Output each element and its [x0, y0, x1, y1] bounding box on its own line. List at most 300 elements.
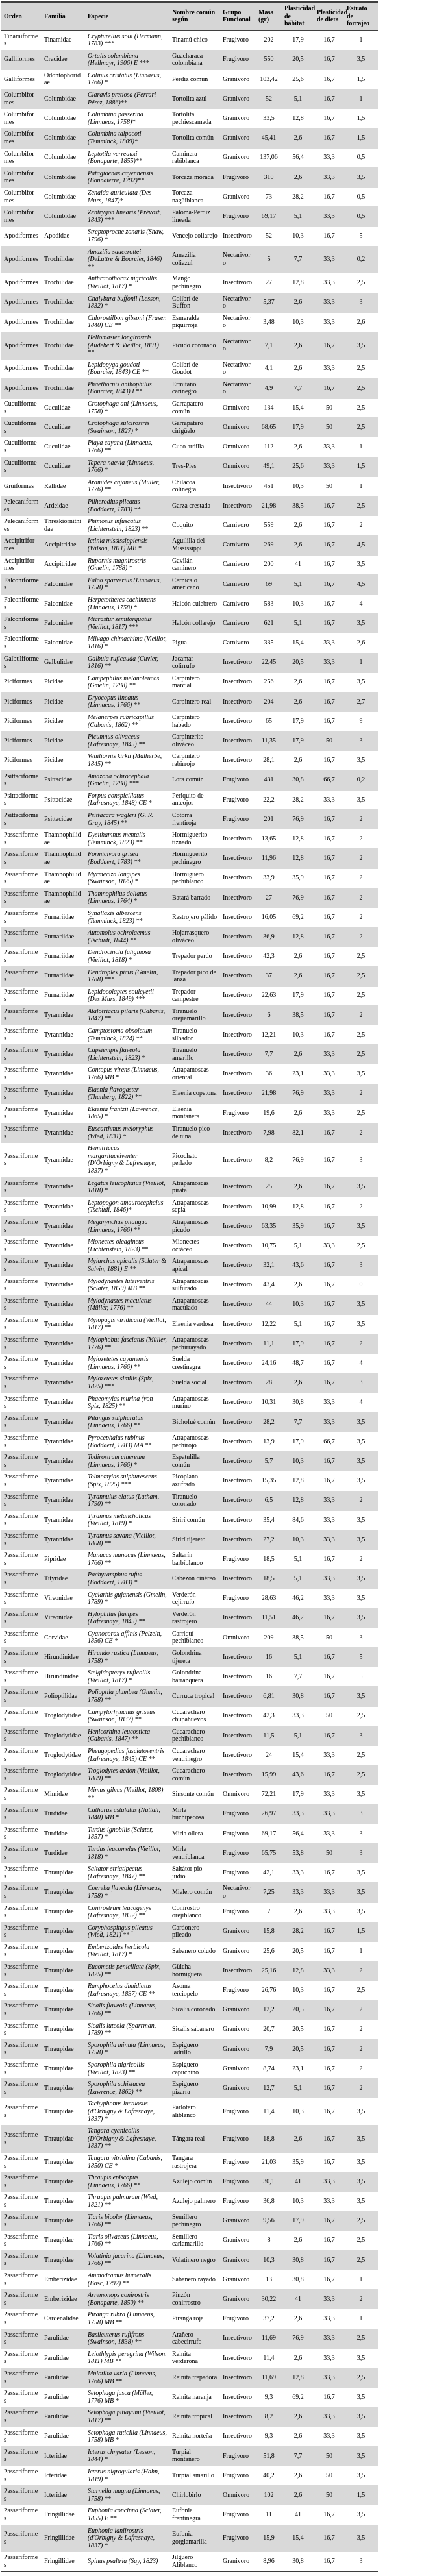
table-cell: Carpintero real	[169, 692, 220, 711]
table-cell: Passeriformes	[1, 1103, 42, 1123]
table-cell: Sirirí tijereto	[169, 1530, 220, 1549]
table-cell: Stelgidopteryx ruficollis (Vieillot, 1817) *	[85, 1667, 169, 1687]
table-cell: Atrapamoscas maculado	[169, 1295, 220, 1314]
table-cell: Insectivoro	[220, 1177, 256, 1197]
table-cell: Tangara vitriolina (Cabanis, 1850) CE *	[85, 2152, 169, 2172]
table-cell: 23,1	[282, 2059, 314, 2079]
table-cell: Columbiformes	[1, 188, 42, 207]
table-cell: 20,5	[282, 2020, 314, 2039]
table-cell: 1,5	[344, 129, 378, 148]
table-row	[1, 1510, 378, 1530]
table-cell: 42,3	[256, 1706, 282, 1726]
table-cell: 7,98	[256, 1123, 282, 1143]
table-cell: 201	[256, 810, 282, 829]
table-cell: Nectarivoro	[220, 312, 256, 332]
table-row	[1, 1981, 378, 2000]
table-cell: Sicalis flaveola (Linnaeus, 1766) **	[85, 2000, 169, 2020]
table-cell: 4,5	[344, 574, 378, 594]
table-cell: Cuculidae	[42, 418, 85, 437]
table-cell: Carpintero rabirrojo	[169, 751, 220, 770]
table-cell: Falconidae	[42, 614, 85, 633]
table-cell: Picidae	[42, 731, 85, 751]
table-cell: Passeriformes	[1, 2525, 42, 2552]
table-cell: 33,3	[314, 1510, 344, 1530]
table-cell: 16,7	[314, 1123, 344, 1143]
table-cell: 72,21	[256, 1785, 282, 1804]
table-cell: Myrmeciza longipes (Swainson, 1825) *	[85, 868, 169, 888]
table-cell: Passeriformes	[1, 2407, 42, 2427]
table-cell: Hirundinidae	[42, 1667, 85, 1687]
table-cell: Formicivora grisea (Boddaert, 1783) **	[85, 849, 169, 868]
table-cell: 53,8	[282, 1843, 314, 1863]
table-cell: Psittacara wagleri (G. R. Gray, 1845) **	[85, 810, 169, 829]
table-cell: Passeriformes	[1, 2152, 42, 2172]
table-row	[1, 927, 378, 947]
table-cell: Falconidae	[42, 633, 85, 653]
table-cell: Galbulidae	[42, 653, 85, 672]
table-cell: 11,69	[256, 2368, 282, 2388]
table-cell: 335	[256, 633, 282, 653]
table-row	[1, 1197, 378, 1216]
table-cell: Insectivoro	[220, 888, 256, 907]
table-cell: Lepidocolaptes souleyetii (Des Murs, 1849) ***	[85, 986, 169, 1005]
table-cell: 69,2	[282, 2388, 314, 2407]
table-cell: 16,7	[314, 1314, 344, 1334]
table-cell: Anthracothorax nigricollis (Vieillot, 1817) *	[85, 273, 169, 293]
table-cell: Sporophila schistacea (Lawrence, 1862) **	[85, 2079, 169, 2098]
table-cell: 12,8	[282, 849, 314, 868]
table-cell: Atrapamoscas murino	[169, 1393, 220, 1412]
table-cell: Parlotero aliblanco	[169, 2098, 220, 2126]
table-cell: Passeriformes	[1, 2020, 42, 2039]
table-row	[1, 770, 378, 790]
table-cell: 10,3	[282, 476, 314, 496]
table-cell: Frugivoro	[220, 2505, 256, 2525]
table-cell: Automolus ochrolaemus (Tschudi, 1844) **	[85, 927, 169, 947]
table-cell: Passeriformes	[1, 2231, 42, 2250]
table-cell: Trepador pico de lanza	[169, 966, 220, 986]
table-row	[1, 947, 378, 966]
table-cell: 7,7	[282, 1667, 314, 1687]
table-cell: Jacamar colirrufo	[169, 653, 220, 672]
table-cell: 52	[256, 227, 282, 246]
table-cell: 8	[256, 2231, 282, 2250]
table-cell: 2,5	[344, 2211, 378, 2231]
table-cell: 33,3	[314, 633, 344, 653]
table-cell: Granivoro	[220, 2059, 256, 2079]
table-cell: 2,5	[344, 1981, 378, 2000]
table-cell: 3,5	[344, 1064, 378, 1084]
table-cell: Atrapamoscas picudo	[169, 1216, 220, 1236]
table-cell: Passeriformes	[1, 1785, 42, 1804]
table-cell: Apodiformes	[1, 246, 42, 273]
table-cell: Thraupidae	[42, 2250, 85, 2270]
table-cell: 16,7	[314, 927, 344, 947]
table-cell: Fringillidae	[42, 2552, 85, 2572]
table-cell: Tolmomyias sulphurescens (Spix, 1825) ***	[85, 1471, 169, 1491]
table-cell: 16,7	[314, 888, 344, 907]
table-cell: Insectivoro	[220, 1452, 256, 1471]
table-cell: 33,3	[314, 2172, 344, 2192]
table-cell: Phimosus infuscatus (Lichtenstein, 1823) **	[85, 516, 169, 535]
table-cell: Insectivoro	[220, 1295, 256, 1314]
table-cell: 1	[344, 653, 378, 672]
table-cell: 19,6	[256, 1103, 282, 1123]
table-cell: Tyrannidae	[42, 1412, 85, 1432]
table-cell: 13	[256, 2270, 282, 2290]
table-cell: Insectivoro	[220, 692, 256, 711]
table-cell: Ammodramus humeralis (Bosc, 1792) **	[85, 2270, 169, 2290]
table-cell: 41	[282, 2172, 314, 2192]
table-cell: Pinzón conirrostro	[169, 2290, 220, 2309]
table-cell: 431	[256, 770, 282, 790]
table-cell: 16,7	[314, 2079, 344, 2098]
table-row	[1, 1569, 378, 1589]
table-cell: Nectarivoro	[220, 378, 256, 398]
table-cell: 3,5	[344, 1216, 378, 1236]
table-cell: Insectivoro	[220, 1275, 256, 1295]
table-row	[1, 359, 378, 378]
table-cell: 5,1	[282, 1550, 314, 1569]
table-cell: Carnivoro	[220, 516, 256, 535]
table-cell: 2,6	[282, 1045, 314, 1064]
table-cell: 5,1	[282, 90, 314, 109]
table-cell: Tyrannidae	[42, 1295, 85, 1314]
table-cell: Furnariidae	[42, 907, 85, 927]
table-cell: Reinita norteña	[169, 2427, 220, 2446]
table-cell: 43,6	[282, 1765, 314, 1785]
table-cell: Passeriformes	[1, 1706, 42, 1726]
table-cell: Esmeralda piquirroja	[169, 312, 220, 332]
table-cell: 17,9	[282, 1785, 314, 1804]
table-cell: 33,3	[314, 790, 344, 809]
table-cell: Columbidae	[42, 188, 85, 207]
table-cell: 35,9	[282, 2152, 314, 2172]
table-cell: 3	[344, 1143, 378, 1177]
table-cell: 16,7	[314, 574, 344, 594]
table-cell: Espiguero ladrillo	[169, 2039, 220, 2059]
table-row	[1, 2329, 378, 2348]
table-cell: 2,5	[344, 273, 378, 293]
table-cell: 5,1	[282, 1648, 314, 1667]
table-cell: 269	[256, 535, 282, 555]
table-cell: Thraupis palmarum (Wied, 1821) **	[85, 2192, 169, 2211]
table-cell: Psittaciformes	[1, 770, 42, 790]
table-cell: 30,8	[282, 1687, 314, 1706]
table-cell: 45,41	[256, 129, 282, 148]
table-row	[1, 2152, 378, 2172]
table-cell: 202	[256, 31, 282, 51]
table-cell: Arremonops conirostris (Bonaparte, 1850) **	[85, 2290, 169, 2309]
table-row	[1, 1354, 378, 1373]
table-cell: Passeriformes	[1, 1981, 42, 2000]
table-row	[1, 1628, 378, 1647]
header-row	[1, 3, 378, 31]
table-cell: Granivoro	[220, 129, 256, 148]
table-cell: 10,3	[282, 1295, 314, 1314]
table-row	[1, 966, 378, 986]
table-cell: 33,3	[282, 1706, 314, 1726]
table-cell: 50	[314, 418, 344, 437]
table-cell: Icterus chrysater (Lesson, 1844) *	[85, 2446, 169, 2466]
table-cell: 2	[344, 2020, 378, 2039]
table-cell: 16,7	[314, 188, 344, 207]
table-cell: Hirundinidae	[42, 1648, 85, 1667]
table-cell: 7,7	[256, 1045, 282, 1064]
table-cell: Carnivoro	[220, 633, 256, 653]
table-cell: 1,5	[344, 109, 378, 129]
table-cell: 583	[256, 594, 282, 613]
table-cell: Frugivoro	[220, 207, 256, 227]
table-cell: 3,5	[344, 1510, 378, 1530]
table-cell: Halcón culebrero	[169, 594, 220, 613]
table-cell: Trochilidae	[42, 293, 85, 312]
table-cell: 3,5	[344, 2172, 378, 2192]
table-cell: Insectivoro	[220, 751, 256, 770]
table-cell: 1	[344, 1941, 378, 1961]
table-cell: Falconiformes	[1, 574, 42, 594]
table-cell: Insectivoro	[220, 672, 256, 692]
table-cell: Tyrannidae	[42, 1393, 85, 1412]
table-cell: 8,2	[256, 2407, 282, 2427]
table-cell: Apodiformes	[1, 227, 42, 246]
table-cell: 76,9	[282, 2329, 314, 2348]
table-cell: 10,3	[282, 1981, 314, 2000]
table-cell: Tangara rastrojera	[169, 2152, 220, 2172]
table-cell: Insectivoro	[220, 497, 256, 516]
table-cell: Elaenia copetona	[169, 1084, 220, 1103]
table-cell: Tyrannidae	[42, 1334, 85, 1354]
table-cell: Dysithamnus mentalis (Temminck, 1823) **	[85, 829, 169, 849]
table-cell: Mionectes ocráceo	[169, 1236, 220, 1256]
table-cell: 33,3	[314, 457, 344, 476]
table-cell: 35,4	[256, 1510, 282, 1530]
table-cell: 27	[256, 888, 282, 907]
table-cell: Threskiornithidae	[42, 516, 85, 535]
table-cell: 51,8	[256, 2446, 282, 2466]
table-cell: Campephilus melanoleucos (Gmelin, 1788) **	[85, 672, 169, 692]
table-cell: 18,8	[256, 2126, 282, 2153]
table-cell: 42,1	[256, 1863, 282, 1883]
table-cell: Insectivoro	[220, 476, 256, 496]
table-cell: 49,1	[256, 457, 282, 476]
table-cell: 2,5	[344, 1236, 378, 1256]
table-cell: 16,7	[314, 829, 344, 849]
table-cell: 30,1	[256, 2172, 282, 2192]
table-row	[1, 1941, 378, 1961]
table-cell: 16,7	[314, 2059, 344, 2079]
table-cell: Cuculidae	[42, 437, 85, 457]
table-cell: 16,7	[314, 2525, 344, 2552]
table-cell: Falconidae	[42, 574, 85, 594]
table-cell: Frugivoro	[220, 2172, 256, 2192]
table-cell: 33,3	[314, 207, 344, 227]
table-cell: Passeriformes	[1, 1197, 42, 1216]
table-cell: Piranga rubra (Linnaeus, 1758) MB **	[85, 2309, 169, 2329]
table-row	[1, 2446, 378, 2466]
table-cell: 2	[344, 868, 378, 888]
table-cell: Trochilidae	[42, 359, 85, 378]
table-cell: Insectivoro	[220, 1510, 256, 1530]
table-cell: 2,5	[344, 966, 378, 986]
table-cell: Cardenalidae	[42, 2309, 85, 2329]
table-cell: 7	[256, 1902, 282, 1922]
table-cell: Passeriformes	[1, 1393, 42, 1412]
table-cell: Frugivoro	[220, 810, 256, 829]
table-cell: 16,7	[314, 1256, 344, 1275]
table-cell: Insectivoro	[220, 1471, 256, 1491]
table-cell: 3,5	[344, 1295, 378, 1314]
table-row	[1, 594, 378, 613]
table-cell: 33,3	[314, 2192, 344, 2211]
table-cell: Accipitriformes	[1, 535, 42, 555]
table-cell: 17,9	[282, 418, 314, 437]
table-cell: Columbina passerina (Linnaeus, 1758)*	[85, 109, 169, 129]
table-cell: Sicalis sabanero	[169, 2020, 220, 2039]
table-cell: 16,7	[314, 378, 344, 398]
table-cell: Trochilidae	[42, 378, 85, 398]
table-cell: Tyrannidae	[42, 1045, 85, 1064]
table-row	[1, 790, 378, 809]
table-cell: Pigua	[169, 633, 220, 653]
table-cell: Passeriformes	[1, 1863, 42, 1883]
table-cell: 9,56	[256, 2211, 282, 2231]
table-cell: Parulidae	[42, 2368, 85, 2388]
table-cell: Piaya cayana (Linnaeus, 1766) **	[85, 437, 169, 457]
table-row	[1, 1863, 378, 1883]
table-cell: Passeriformes	[1, 868, 42, 888]
table-cell: Thraupis episcopus (Linnaeus, 1766) **	[85, 2172, 169, 2192]
table-cell: 3	[344, 1804, 378, 1824]
table-cell: Omnivoro	[220, 418, 256, 437]
table-cell: 24,16	[256, 1354, 282, 1373]
table-cell: Elaenia verdosa	[169, 1314, 220, 1334]
column-header: Familia	[42, 3, 85, 31]
table-cell: 28,63	[256, 1589, 282, 1608]
table-cell: Falconiformes	[1, 633, 42, 653]
table-row	[1, 1648, 378, 1667]
table-cell: 3,5	[344, 1687, 378, 1706]
table-cell: 10,3	[282, 1025, 314, 1045]
table-cell: Rallidae	[42, 476, 85, 496]
table-cell: Insectivoro	[220, 2368, 256, 2388]
table-cell: Nectarivoro	[220, 293, 256, 312]
table-cell: 16,7	[314, 2250, 344, 2270]
table-cell: Verderón cejirrufo	[169, 1589, 220, 1608]
table-cell: 3,5	[344, 332, 378, 359]
table-cell: 50	[314, 2466, 344, 2485]
table-row	[1, 1608, 378, 1628]
table-cell: Carriquí pechiblanco	[169, 1628, 220, 1647]
table-cell: Columbidae	[42, 109, 85, 129]
table-cell: 21,03	[256, 2152, 282, 2172]
table-cell: 33,3	[314, 246, 344, 273]
table-row	[1, 312, 378, 332]
table-cell: 25,6	[282, 69, 314, 89]
table-cell: Turdus leucomelas (Vieillot, 1818) *	[85, 1843, 169, 1863]
table-cell: Gavilán caminero	[169, 555, 220, 574]
table-cell: 3,5	[344, 2348, 378, 2368]
table-cell: 41	[282, 2290, 314, 2309]
table-cell: Passeriformes	[1, 2368, 42, 2388]
table-cell: Golondrina tijereta	[169, 1648, 220, 1667]
table-row	[1, 109, 378, 129]
table-cell: Saltator striatipectus (Lafresnaye, 1847) **	[85, 1863, 169, 1883]
table-cell: Thamnophilidae	[42, 888, 85, 907]
column-header: Grupo Funcional	[220, 3, 256, 31]
table-cell: Granivoro	[220, 2231, 256, 2250]
table-cell: 16,7	[314, 31, 344, 51]
table-cell: Insectivoro	[220, 1236, 256, 1256]
table-row	[1, 2126, 378, 2153]
table-cell: 56,4	[282, 148, 314, 167]
table-row	[1, 457, 378, 476]
table-cell: 2	[344, 907, 378, 927]
table-cell: Myiozetetes similis (Spix, 1825) ***	[85, 1373, 169, 1393]
table-cell: Frugivoro	[220, 1824, 256, 1843]
table-cell: Atrapamoscas oriental	[169, 1064, 220, 1084]
table-cell: 550	[256, 50, 282, 69]
table-cell: 12,8	[282, 1491, 314, 1510]
table-row	[1, 1765, 378, 1785]
table-cell: Euphonia concinna (Sclater, 1855) E **	[85, 2505, 169, 2525]
table-cell: 33,3	[314, 1412, 344, 1432]
table-cell: Paloma-Perdiz lineada	[169, 207, 220, 227]
column-header: Nombre común según	[169, 3, 220, 31]
table-row	[1, 1005, 378, 1025]
table-row	[1, 246, 378, 273]
table-cell: 11,51	[256, 1608, 282, 1628]
table-cell: Chalybura buffonii (Lesson, 1832) *	[85, 293, 169, 312]
table-cell: 10,3	[282, 2098, 314, 2126]
table-cell: Passeriformes	[1, 2552, 42, 2572]
table-cell: Frugivoro	[220, 2192, 256, 2211]
table-row	[1, 2290, 378, 2309]
table-cell: Passeriformes	[1, 2059, 42, 2079]
table-cell: 6,81	[256, 1687, 282, 1706]
table-cell: Insectivoro	[220, 2329, 256, 2348]
table-cell: 7,25	[256, 1883, 282, 1902]
table-cell: 12,8	[282, 927, 314, 947]
table-cell: 25,6	[256, 1941, 282, 1961]
table-cell: 3,5	[344, 1314, 378, 1334]
table-cell: Tiranuelo amarillo	[169, 1045, 220, 1064]
table-row	[1, 829, 378, 849]
table-cell: Granivoro	[220, 2552, 256, 2572]
table-row	[1, 653, 378, 672]
table-row	[1, 868, 378, 888]
table-cell: 16,7	[314, 2000, 344, 2020]
table-cell: 16,7	[314, 516, 344, 535]
table-cell: Passeriformes	[1, 2250, 42, 2270]
table-cell: Polioptila plumbea (Gmelin, 1788) **	[85, 1687, 169, 1706]
table-cell: Ortalis columbiana (Hellmayr, 1906) E ***	[85, 50, 169, 69]
table-cell: 2,5	[344, 418, 378, 437]
table-cell: Pitangus sulphuratus (Linnaeus, 1766) **	[85, 1412, 169, 1432]
table-cell: Passeriformes	[1, 1922, 42, 1941]
table-cell: Columbiformes	[1, 129, 42, 148]
table-cell: Thraupidae	[42, 2126, 85, 2153]
table-cell: Picidae	[42, 751, 85, 770]
table-cell: 204	[256, 692, 282, 711]
table-cell: Thamnophilidae	[42, 829, 85, 849]
table-cell: 16,7	[314, 1334, 344, 1354]
table-cell: 3	[344, 293, 378, 312]
table-cell: 2	[344, 1005, 378, 1025]
table-cell: Thraupidae	[42, 1941, 85, 1961]
table-cell: Eufonia frentinegra	[169, 2505, 220, 2525]
table-cell: Atalotriccus pilaris (Cabanis, 1847) **	[85, 1005, 169, 1025]
